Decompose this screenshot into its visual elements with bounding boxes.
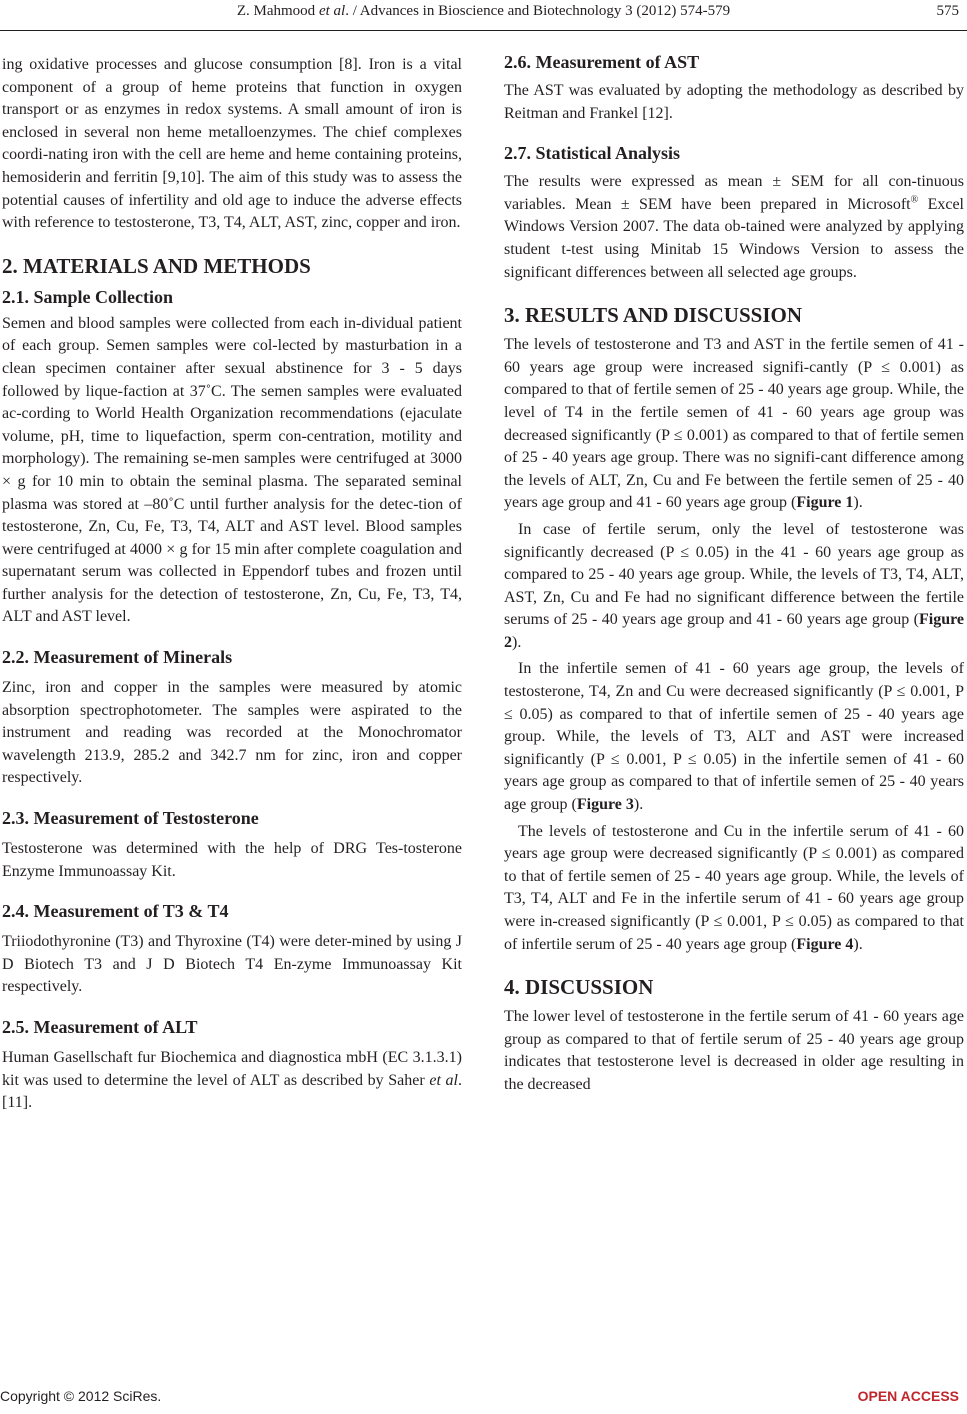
heading-measurement-minerals: 2.2. Measurement of Minerals xyxy=(2,647,233,668)
results1-text-a: The levels of testosterone and T3 and AST in the fertile semen of 41 - 60 years age group were increased signifi-cantly (P ≤ 0.001) as compared to that of fertile semen of 25 - 40 years age group. While, the level of T4 in the fertile semen of 41 - 60 years age group was decreased significantly (P ≤ 0.001) as compared to that of fertile semen of 25 - 40 years age group. There was no signifi-cant difference among the levels of ALT, Zn, Cu and Fe between the fertile semen of 25 - 40 years age group and 41 - 60 years age group ( xyxy=(504,336,964,512)
figure-3-ref: Figure 3 xyxy=(576,796,634,814)
right-column xyxy=(504,54,964,1097)
header-authors: Z. Mahmood xyxy=(236,3,316,19)
alt-etal: et al xyxy=(429,1071,458,1089)
paragraph-sample-collection: Semen and blood samples were collected from each in-dividual patient of each group. Semen samples were col-lected by masturbation in a clean specimen container after sexual abstinence for 3 - 5 days followed by lique-faction at 37˚C. The semen samples were evaluated ac-cording to World Health Organization recommendations (ejaculate volume, pH, time to liquefaction, sperm con-centration, motility and morphology). The remaining se-men samples were centrifuged at 3000 × g for 10 min to obtain the seminal plasma. The separated seminal plasma was stored at –80˚C until further analysis for the detec-tion of testosterone, Zn, Cu, Fe, T3, T4, ALT and AST level. Blood samples were centrifuged at 4000 × g for 15 min after complete coagulation and supernatant serum was collected in Eppendorf tubes and frozen until further analysis for the detection of testosterone, Zn, Cu, Fe, T3, T4, ALT and AST level. xyxy=(2,314,462,626)
intro-paragraph: ing oxidative processes and glucose consumption [8]. Iron is a vital component of a group of heme proteins that function in oxygen transport or as enzymes in redox systems. A small amount of iron is enclosed in several non heme metalloenzymes. The chief complexes coordi-nating iron with the cell are heme and heme containing proteins, hemosiderin and ferritin [9,10]. The aim of this study was to assess the potential causes of infertility and old age to induce the adverse effects with reference to testosterone, T3, T4, ALT, AST, zinc, copper and iron. xyxy=(2,56,462,232)
page-number: 575 xyxy=(936,3,959,19)
header-rule xyxy=(0,30,967,31)
left-column xyxy=(2,54,462,1115)
figure-1-ref: Figure 1 xyxy=(796,494,854,512)
heading-materials-methods: 2. MATERIALS AND METHODS xyxy=(2,253,311,278)
figure-4-ref: Figure 4 xyxy=(796,935,854,953)
paragraph-t3-t4: Triiodothyronine (T3) and Thyroxine (T4) were deter-mined by using J D Biotech T3 and J D Biotech T4 En-zyme Immunoassay Kit respectively. xyxy=(2,933,462,996)
results4-text-b: ). xyxy=(853,935,863,953)
paragraph-discussion-1: The lower level of testosterone in the fertile serum of 41 - 60 years age group as compared to that of fertile serum of 25 - 40 years age group indicates that testosterone level is decreased in older age resulting in the decreased xyxy=(504,1008,964,1093)
paragraph-results-3 xyxy=(504,658,964,816)
results3-text-a: In the infertile semen of 41 - 60 years age group, the levels of testosterone, T4, Zn and Cu were decreased significantly (P ≤ 0.001, P ≤ 0.05) as compared to that of infertile semen of 25 - 40 years age group. While, the levels of T3, ALT and AST were increased significantly (P ≤ 0.001, P ≤ 0.05) in the infertile semen of 41 - 60 years age group as compared to that of infertile semen of 25 - 40 years age group ( xyxy=(504,660,964,814)
paragraph-minerals: Zinc, iron and copper in the samples were measured by atomic absorption spectrophotometer. The samples were aspirated to the instrument and reading was recorded at the Monochromator wavelength 213.9, 285.2 and 342.7 nm for zinc, iron and copper respectively. xyxy=(2,679,462,787)
heading-measurement-testosterone: 2.3. Measurement of Testosterone xyxy=(2,808,259,829)
figure-2-ref: Figure 2 xyxy=(504,611,964,651)
paragraph-results-4 xyxy=(504,821,964,957)
results1-text-b: ). xyxy=(853,494,863,512)
results2-text-a: In case of fertile serum, only the level of testosterone was significantly decreased (P ≤ 0.05) in the 41 - 60 years age group as compared to 25 - 40 years age group. While, the levels of T3, T4, ALT, AST, Zn, Cu and Fe had no significant difference between the fertile serums of 25 - 40 years age group and 41 - 60 years age group ( xyxy=(504,520,964,629)
copyright-notice: Copyright © 2012 SciRes. xyxy=(0,1388,162,1404)
paragraph-results-2 xyxy=(504,519,964,655)
heading-discussion: 4. DISCUSSION xyxy=(504,975,654,1000)
stats-text-b: Excel Windows Version 2007. The data ob-tained were analyzed by applying student t-test using Minitab 15 Windows Version to assess the significant differences between all selected age groups. xyxy=(504,195,964,281)
registered-mark: ® xyxy=(910,194,919,206)
header-etal: et al xyxy=(318,3,346,19)
paragraph-results-1 xyxy=(504,334,964,515)
results2-text-b: ). xyxy=(512,633,522,651)
paragraph-alt xyxy=(2,1047,462,1115)
stats-text-a: The results were expressed as mean ± SEM for all con-tinuous variables. Mean ± SEM have been prepared in Microsoft xyxy=(504,173,964,213)
running-head-text xyxy=(0,3,967,20)
heading-measurement-ast: 2.6. Measurement of AST xyxy=(504,52,700,72)
paragraph-testosterone: Testosterone was determined with the help of DRG Tes-tosterone Enzyme Immunoassay Kit. xyxy=(2,840,462,880)
running-header xyxy=(0,0,967,30)
heading-results-discussion: 3. RESULTS AND DISCUSSION xyxy=(504,303,802,328)
results4-text-a: The levels of testosterone and Cu in the infertile serum of 41 - 60 years age group were decreased significantly (P ≤ 0.001) as compared to that of fertile semen of 25 - 40 years age group. While, the levels of T3, T4, ALT and Fe in the infertile serum of 41 - 60 years age group were in-creased significantly (P ≤ 0.001, P ≤ 0.05) as compared to that of infertile serum of 25 - 40 years age group ( xyxy=(504,822,964,953)
heading-sample-collection: 2.1. Sample Collection xyxy=(2,286,173,307)
paragraph-ast: The AST was evaluated by adopting the methodology as described by Reitman and Frankel [12]. xyxy=(504,82,964,122)
heading-measurement-t3-t4: 2.4. Measurement of T3 & T4 xyxy=(2,901,229,922)
open-access-label: OPEN ACCESS xyxy=(857,1388,959,1404)
paragraph-statistics xyxy=(504,171,964,284)
alt-text-b: . [11]. xyxy=(2,1071,462,1112)
header-journal: Advances in Bioscience and Biotechnology 3 (2012) 574-579 xyxy=(359,3,731,19)
page-footer xyxy=(0,1388,967,1410)
results3-text-b: ). xyxy=(633,796,644,814)
heading-statistical-analysis: 2.7. Statistical Analysis xyxy=(504,143,681,164)
header-sep: . / xyxy=(345,3,360,19)
heading-measurement-alt: 2.5. Measurement of ALT xyxy=(2,1017,198,1037)
alt-text-a: Human Gasellschaft fur Biochemica and diagnostica mbH (EC 3.1.3.1) kit was used to determine the level of ALT as described by Saher xyxy=(2,1049,462,1089)
